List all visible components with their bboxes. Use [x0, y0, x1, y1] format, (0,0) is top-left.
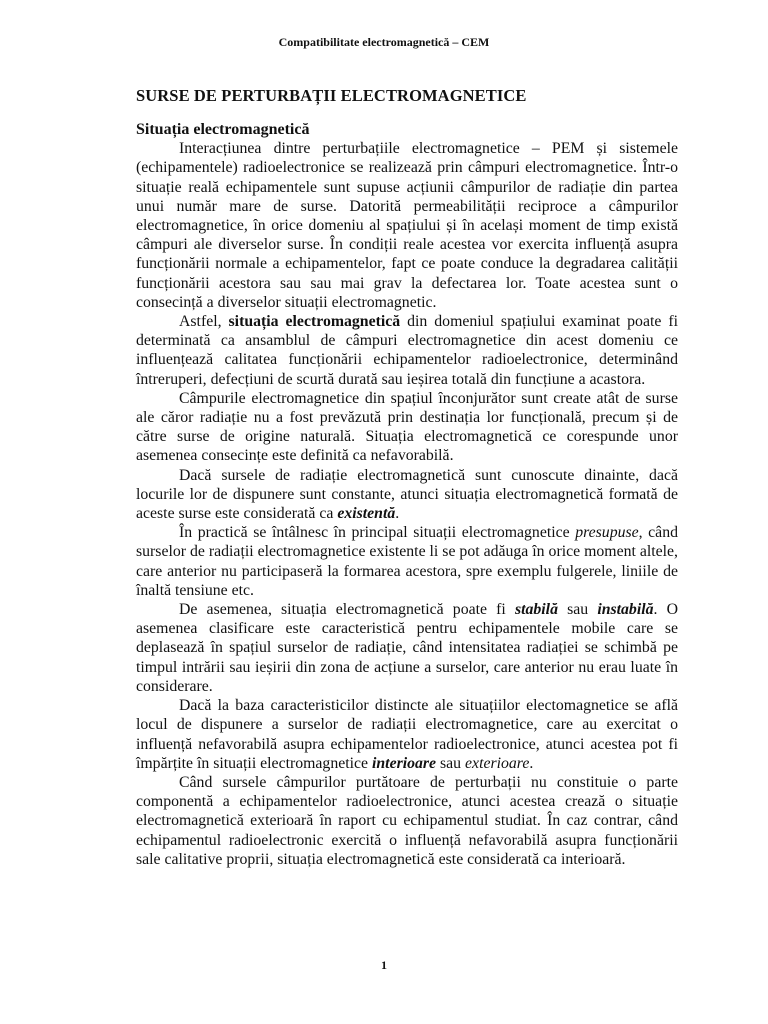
emphasized-term: interioare — [372, 754, 437, 772]
paragraph — [136, 139, 678, 312]
text-run: sau — [557, 601, 598, 619]
paragraph — [136, 312, 678, 389]
text-run: Astfel, — [179, 313, 229, 331]
text-run: din domeniul spațiului examinat poate fi determinată ca ansamblul de câmpuri electromagnetice din acest domeniu ce influențează calitatea funcționării echipamentelor radioelectronice, determinând întreruperi, defecțiuni de scurtă durată sau ieșirea totală din funcțiune a acastora. — [136, 313, 678, 388]
page-content — [136, 86, 678, 869]
section-title: Situația electromagnetică — [136, 121, 310, 138]
text-run: sau — [436, 754, 466, 772]
paragraph — [136, 389, 678, 466]
running-header: Compatibilitate electromagnetică – CEM — [278, 35, 490, 49]
emphasized-term: stabilă — [514, 601, 558, 619]
text-run: , când surselor de radiații electromagnetice existente li se pot adăuga în orice moment altele, care anterior nu participaseră la formarea acestora, spre exemplu fulgerele, liniile de înaltă tensiune etc. — [136, 524, 678, 599]
emphasized-term: situația electromagnetică — [228, 313, 401, 331]
text-run: De asemenea, situația electromagnetică poate fi — [179, 601, 515, 619]
paragraph — [136, 696, 678, 773]
text-run: Interacțiunea dintre perturbațiile electromagnetice – PEM și sistemele (echipamentele) radioelectronice se realizează prin câmpuri electromagnetice. Într-o situație reală echipamentele sunt supuse acțiunii câmpurilor de radiație din partea unui număr mare de surse. Datorită permeabilității reciproce a câmpurilor electromagnetice, în orice domeniu al spațiului și în același moment de timp există câmpuri ale diverselor surse. În condiții reale acestea vor exercita influență asupra funcționării normale a echipamentelor, fapt ce poate conduce la degradarea calității funcționării acestora sau sau mai grav la defectarea lor. Toate acestea sunt o consecință a diverselor situații electromagnetic. — [136, 140, 678, 311]
emphasized-term: exterioare — [465, 754, 530, 772]
text-run: Dacă la baza caracteristicilor distincte ale situațiilor electomagnetice se află locul de dispunere a surselor de radiații electromagnetice, care au exercitat o influență nefavorabilă asupra echipamentelor radioelectronice, atunci acestea pot fi împărțite în situații electromagnetice — [136, 697, 678, 772]
chapter-title: SURSE DE PERTURBAȚII ELECTROMAGNETICE — [136, 86, 527, 105]
text-run: . O asemenea clasificare este caracteristică pentru echipamentele mobile care se deplasează în spațiul surselor de radiație, când intensitatea radiației se schimbă pe timpul intrării sau ieșirii din zona de acțiune a surselor, care anterior nu erau luate în considerare. — [136, 601, 678, 695]
emphasized-term: instabilă — [597, 601, 654, 619]
text-run: În practică se întâlnesc în principal situații electromagnetice — [179, 524, 576, 542]
paragraph — [136, 600, 678, 696]
text-run: Când sursele câmpurilor purtătoare de perturbații nu constituie o parte componentă a echipamentelor radioelectronice, atunci acestea crează o situație electromagnetică exterioară în raport cu echipamentul studiat. În caz contrar, când echipamentul radioelectronic exercită o influență nefavorabilă asupra funcționării sale calitative proprii, situația electromagnetică este considerată ca interioară. — [136, 773, 678, 868]
paragraph — [136, 466, 678, 524]
text-run: . — [529, 754, 534, 772]
text-run: . — [395, 505, 400, 523]
paragraph — [136, 773, 678, 869]
emphasized-term: existentă — [337, 505, 396, 523]
emphasized-term: presupuse — [575, 524, 639, 542]
text-run: Dacă sursele de radiație electromagnetică sunt cunoscute dinainte, dacă locurile lor de dispunere sunt constante, atunci situația electromagnetică formată de aceste surse este considerată ca — [136, 466, 678, 523]
text-run: Câmpurile electromagnetice din spațiul înconjurător sunt create atât de surse ale căror radiație nu a fost prevăzută prin destinația lor funcțională, precum și de către surse de origine naturală. Situația electromagnetică ce corespunde unor asemenea consecințe este definită ca nefavorabilă. — [136, 389, 678, 465]
page-number: 1 — [381, 958, 387, 972]
paragraph — [136, 523, 678, 600]
body-text — [136, 139, 678, 869]
